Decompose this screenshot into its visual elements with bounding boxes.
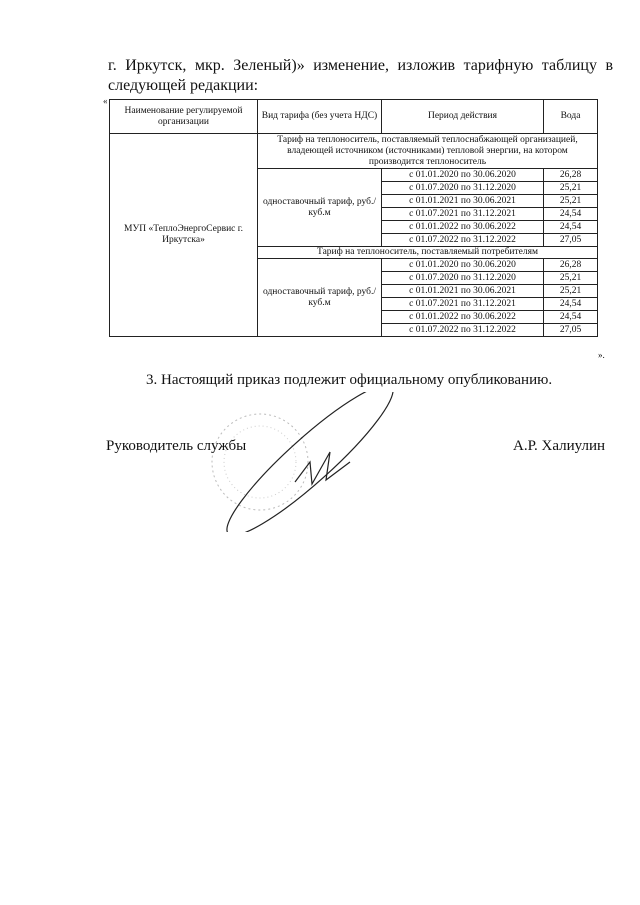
value-cell: 26,28 (544, 169, 598, 182)
signature-name: А.Р. Халиулин (513, 438, 606, 454)
value-cell: 27,05 (544, 324, 598, 337)
period-cell: с 01.01.2021 по 30.06.2021 (382, 195, 544, 208)
intro-line-1: г. Иркутск, мкр. Зеленый)» изменение, изложив тарифную таблицу в (108, 57, 613, 74)
table-header-row (110, 100, 598, 134)
tariff-table (109, 99, 598, 337)
header-water: Вода (544, 100, 598, 134)
value-cell: 24,54 (544, 221, 598, 234)
header-tariff-type: Вид тарифа (без учета НДС) (258, 100, 382, 134)
period-cell: с 01.07.2022 по 31.12.2022 (382, 234, 544, 247)
value-cell: 25,21 (544, 195, 598, 208)
stamp-signature-graphic (200, 392, 430, 532)
period-cell: с 01.07.2020 по 31.12.2020 (382, 182, 544, 195)
section-title-1: Тариф на теплоноситель, поставляемый теплоснабжающей организацией, владеющей источником (источниками) тепловой энергии, на котором производится теплоноситель (258, 134, 598, 169)
section-title-2: Тариф на теплоноситель, поставляемый потребителям (258, 247, 598, 259)
period-cell: с 01.07.2020 по 31.12.2020 (382, 272, 544, 285)
period-cell: с 01.01.2022 по 30.06.2022 (382, 311, 544, 324)
quote-open: « (103, 96, 108, 106)
signature-position: Руководитель службы (106, 438, 247, 454)
period-cell: с 01.01.2020 по 30.06.2020 (382, 169, 544, 182)
header-period: Период действия (382, 100, 544, 134)
value-cell: 24,54 (544, 298, 598, 311)
organization-cell: МУП «ТеплоЭнергоСервис г. Иркутска» (110, 134, 258, 337)
value-cell: 25,21 (544, 182, 598, 195)
tariff-type-cell-1: одноставочный тариф, руб./куб.м (258, 169, 382, 247)
header-org: Наименование регулируемой организации (110, 100, 258, 134)
period-cell: с 01.01.2021 по 30.06.2021 (382, 285, 544, 298)
period-cell: с 01.07.2021 по 31.12.2021 (382, 208, 544, 221)
clause-3: 3. Настоящий приказ подлежит официальному опубликованию. (146, 372, 553, 388)
value-cell: 24,54 (544, 311, 598, 324)
value-cell: 27,05 (544, 234, 598, 247)
period-cell: с 01.07.2021 по 31.12.2021 (382, 298, 544, 311)
value-cell: 26,28 (544, 259, 598, 272)
value-cell: 25,21 (544, 272, 598, 285)
value-cell: 24,54 (544, 208, 598, 221)
intro-line-2: следующей редакции: (108, 77, 259, 94)
tariff-type-cell-2: одноставочный тариф, руб./куб.м (258, 259, 382, 337)
intro-paragraph (108, 56, 613, 96)
quote-close: ». (598, 350, 605, 360)
value-cell: 25,21 (544, 285, 598, 298)
period-cell: с 01.01.2020 по 30.06.2020 (382, 259, 544, 272)
period-cell: с 01.07.2022 по 31.12.2022 (382, 324, 544, 337)
period-cell: с 01.01.2022 по 30.06.2022 (382, 221, 544, 234)
